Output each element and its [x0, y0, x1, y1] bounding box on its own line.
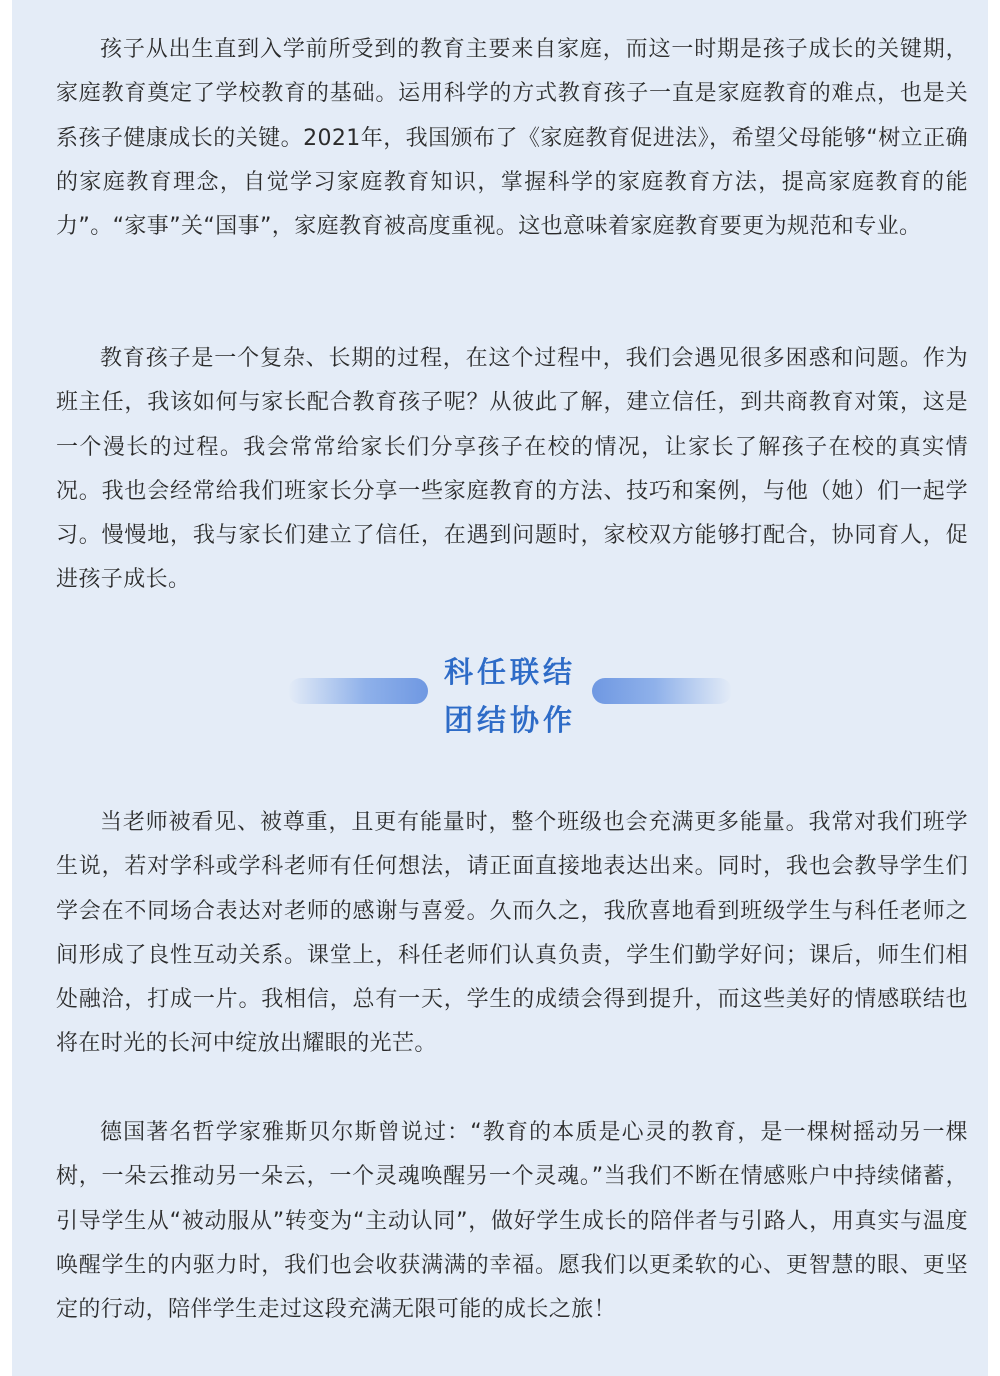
section-title-line1: 科任联结 [443, 655, 576, 689]
paragraph-teacher-student-bond: 当老师被看见、被尊重，且更有能量时，整个班级也会充满更多能量。我常对我们班学生说，若对学科或学科老师有任何想法，请正面直接地表达出来。同时，我也会教导学生们学会在不同场合表达对老师的感谢与喜爱。久而久之，我欣喜地看到班级学生与科任老师之间形成了良性互动关系。课堂上，科任老师们认真负责，学生们勤学好问；课后，师生们相处融洽，打成一片。我相信，总有一天，学生的成绩会得到提升，而这些美好的情感联结也将在时光的长河中绽放出耀眼的光芒。 [56, 810, 968, 1057]
section-header [12, 648, 988, 748]
header-decoration-bar-left [288, 678, 428, 704]
paragraph-family-education: 孩子从出生直到入学前所受到的教育主要来自家庭，而这一时期是孩子成长的关键期，家庭教育奠定了学校教育的基础。运用科学的方式教育孩子一直是家庭教育的难点，也是关系孩子健康成长的关键。2021年，我国颁布了《家庭教育促进法》，希望父母能够“树立正确的家庭教育理念，自觉学习家庭教育知识，掌握科学的家庭教育方法，提高家庭教育的能力”。“家事”关“国事”，家庭教育被高度重视。这也意味着家庭教育要更为规范和专业。 [56, 37, 968, 240]
section-title-line2: 团结协作 [443, 703, 576, 737]
paragraph-home-school-cooperation: 教育孩子是一个复杂、长期的过程，在这个过程中，我们会遇见很多困惑和问题。作为班主任，我该如何与家长配合教育孩子呢？从彼此了解，建立信任，到共商教育对策，这是一个漫长的过程。我会常常给家长们分享孩子在校的情况，让家长了解孩子在校的真实情况。我也会经常给我们班家长分享一些家庭教育的方法、技巧和案例，与他（她）们一起学习。慢慢地，我与家长们建立了信任，在遇到问题时，家校双方能够打配合，协同育人，促进孩子成长。 [56, 346, 968, 593]
article-page [12, 0, 988, 1376]
header-decoration-bar-right [592, 678, 732, 704]
paragraph-closing-quote: 德国著名哲学家雅斯贝尔斯曾说过：“教育的本质是心灵的教育，是一棵树摇动另一棵树，一朵云推动另一朵云，一个灵魂唤醒另一个灵魂。”当我们不断在情感账户中持续储蓄，引导学生从“被动服从”转变为“主动认同”，做好学生成长的陪伴者与引路人，用真实与温度唤醒学生的内驱力时，我们也会收获满满的幸福。愿我们以更柔软的心、更智慧的眼、更坚定的行动，陪伴学生走过这段充满无限可能的成长之旅！ [56, 1120, 968, 1323]
section-title [430, 648, 590, 744]
